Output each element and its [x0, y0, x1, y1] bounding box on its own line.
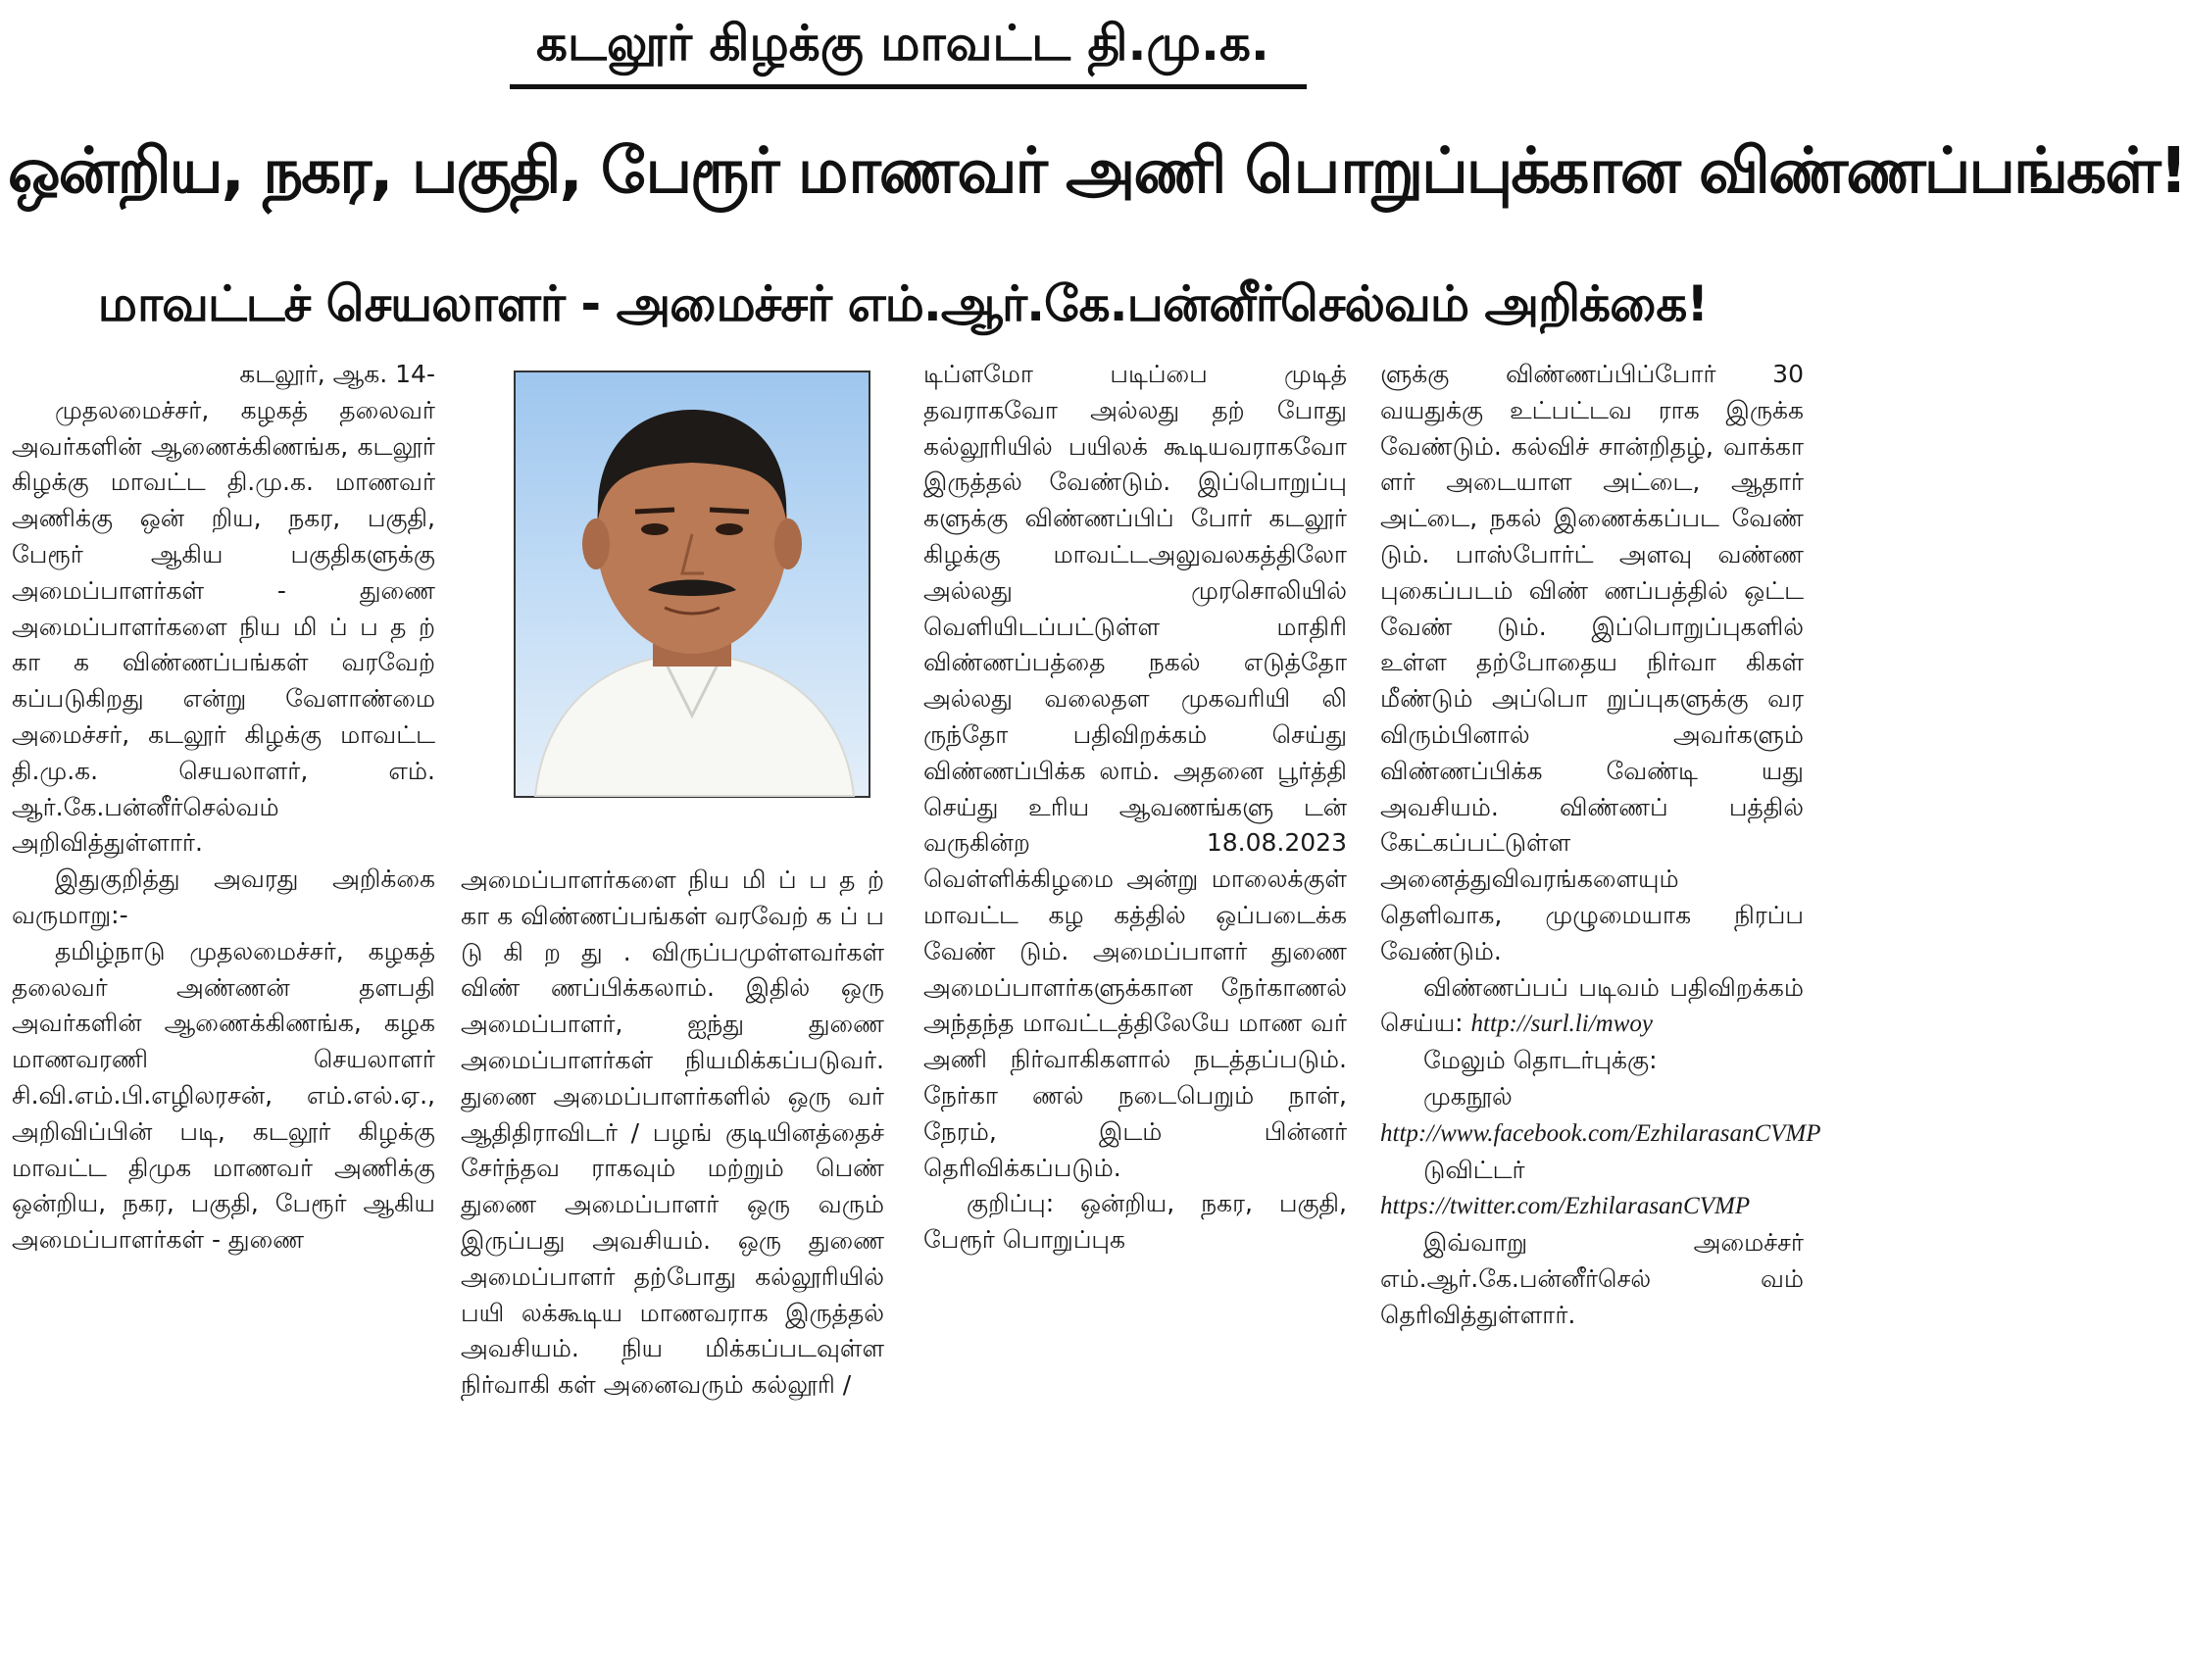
twitter-link[interactable]: https://twitter.com/EzhilarasanCVMP — [1380, 1193, 1751, 1220]
paragraph: முதலமைச்சர், கழகத் தலைவர் அவர்களின் ஆணைக்கிணங்க, கடலூர் கிழக்கு மாவட்ட தி.மு.க. மாணவர் அணிக்கு ஒன் றிய, நகர, பகுதி, பேரூர் ஆகிய பகுதிகளுக்கு அமைப்பாளர்கள் - துணை அமைப்பாளர்களை நிய மி ப் ப த ற் கா க விண்ணப்பங்கள் வரவேற் கப்படுகிறது என்று வேளாண்மை அமைச்சர், கடலூர் கிழக்கு மாவட்ட தி.மு.க. செயலாளர், எம். ஆர்.கே.பன்னீர்செல்வம் அறிவித்துள்ளார். — [12, 395, 435, 858]
portrait-photo — [514, 371, 870, 798]
article-column-2 — [461, 863, 884, 1670]
download-label: விண்ணப்பப் படிவம் பதிவிறக்கம் செய்ய: — [1380, 972, 1804, 1038]
facebook-label: முகநூல் — [1423, 1081, 1513, 1111]
paragraph: இதுகுறித்து அவரது அறிக்கை வருமாறு:- — [12, 865, 435, 929]
twitter-label: டுவிட்டர் — [1423, 1155, 1525, 1184]
paragraph — [1380, 1079, 1821, 1153]
download-link[interactable]: http://surl.li/mwoy — [1470, 1011, 1653, 1038]
paragraph: மேலும் தொடர்புக்கு: — [1423, 1046, 1658, 1075]
article-column-1 — [12, 357, 435, 1670]
paragraph: டிப்ளமோ படிப்பை முடித் தவராகவோ அல்லது தற் போது கல்லூரியில் பயிலக் கூடியவராகவோ இருத்தல் வேண்டும். இப்பொறுப்பு களுக்கு விண்ணப்பிப் போர் கடலூர் கிழக்கு மாவட்டஅலுவலகத்திலோ அல்லது முரசொலியில் வெளியிடப்பட்டுள்ள மாதிரி விண்ணப்பத்தை நகல் எடுத்தோ அல்லது வலைதள முகவரியி லி ருந்தோ பதிவிறக்கம் செய்து விண்ணப்பிக்க லாம். அதனை பூர்த்தி செய்து உரிய ஆவணங்களு டன் வருகின்ற 18.08.2023 வெள்ளிக்கிழமை அன்று மாலைக்குள் மாவட்ட கழ கத்தில் ஒப்படைக்க வேண் டும். அமைப்பாளர் துணை அமைப்பாளர்களுக்கான நேர்காணல் அந்தந்த மாவட்டத்திலேயே மாண வர் அணி நிர்வாகிகளால் நடத்தப்படும். நேர்கா ணல் நடைபெறும் நாள், நேரம், இடம் பின்னர் தெரிவிக்கப்படும். — [923, 360, 1347, 1182]
paragraph: அமைப்பாளர்களை நிய மி ப் ப த ற் கா க விண்ணப்பங்கள் வரவேற் க ப் ப டு கி ற து . விருப்பமுள்ளவர்கள் விண் ணப்பிக்கலாம். இதில் ஒரு அமைப்பாளர், ஐந்து துணை அமைப்பாளர்கள் நியமிக்கப்படுவர். துணை அமைப்பாளர்களில் ஒரு வர் ஆதிதிராவிடர் / பழங் குடியினத்தைச் சேர்ந்தவ ராகவும் மற்றும் பெண் துணை அமைப்பாளர் ஒரு வரும் இருப்பது அவசியம். ஒரு துணை அமைப்பாளர் தற்போது கல்லூரியில் பயி லக்கூடிய மாணவராக இருத்தல் அவசியம். நிய மிக்கப்படவுள்ள நிர்வாகி கள் அனைவரும் கல்லூரி / — [461, 865, 884, 1400]
paragraph — [1380, 970, 1804, 1044]
paragraph: ளுக்கு விண்ணப்பிப்போர் 30 வயதுக்கு உட்பட்டவ ராக இருக்க வேண்டும். கல்விச் சான்றிதழ், வாக்கா ளர் அடையாள அட்டை, ஆதார் அட்டை, நகல் இணைக்கப்பட வேண் டும். பாஸ்போர்ட் அளவு வண்ண புகைப்படம் விண் ணப்பத்தில் ஒட்ட வேண் டும். இப்பொறுப்புகளில் உள்ள தற்போதைய நிர்வா கிகள் மீண்டும் அப்பொ றுப்புகளுக்கு வர விரும்பினால் அவர்களும் விண்ணப்பிக்க வேண்டி யது அவசியம். விண்ணப் பத்தில் கேட்கப்பட்டுள்ள அனைத்துவிவரங்களையும் தெளிவாக, முழுமையாக நிரப்ப வேண்டும். — [1380, 360, 1804, 965]
headline: ஒன்றிய, நகர, பகுதி, பேரூர் மாணவர் அணி பொறுப்புக்கான விண்ணப்பங்கள்! — [8, 135, 2186, 208]
subheadline: மாவட்டச் செயலாளர் - அமைச்சர் எம்.ஆர்.கே.பன்னீர்செல்வம் அறிக்கை! — [97, 275, 1709, 332]
paragraph: இவ்வாறு அமைச்சர் எம்.ஆர்.கே.பன்னீர்செல் வம் தெரிவித்துள்ளார். — [1380, 1228, 1804, 1329]
article-column-4 — [1380, 357, 1821, 1670]
facebook-link[interactable]: http://www.facebook.com/EzhilarasanCVMP — [1380, 1119, 1821, 1147]
kicker-title: கடலூர் கிழக்கு மாவட்ட தி.மு.க. — [536, 15, 1269, 72]
paragraph: தமிழ்நாடு முதலமைச்சர், கழகத் தலைவர் அண்ணன் தளபதி அவர்களின் ஆணைக்கிணங்க, கழக மாணவரணி செயலாளர் சி.வி.எம்.பி.எழிலரசன், எம்.எல்.ஏ., அறிவிப்பின் படி, கடலூர் கிழக்கு மாவட்ட திமுக மாணவர் அணிக்கு ஒன்றிய, நகர, பகுதி, பேரூர் ஆகிய அமைப்பாளர்கள் - துணை — [12, 936, 435, 1255]
kicker-underline — [510, 84, 1307, 89]
paragraph — [1380, 1153, 1804, 1226]
portrait-illustration — [516, 372, 869, 796]
dateline: கடலூர், ஆக. 14- — [239, 360, 435, 388]
paragraph: குறிப்பு: ஒன்றிய, நகர, பகுதி, பேரூர் பொறுப்புக — [923, 1189, 1347, 1255]
article-column-3 — [923, 357, 1347, 1670]
